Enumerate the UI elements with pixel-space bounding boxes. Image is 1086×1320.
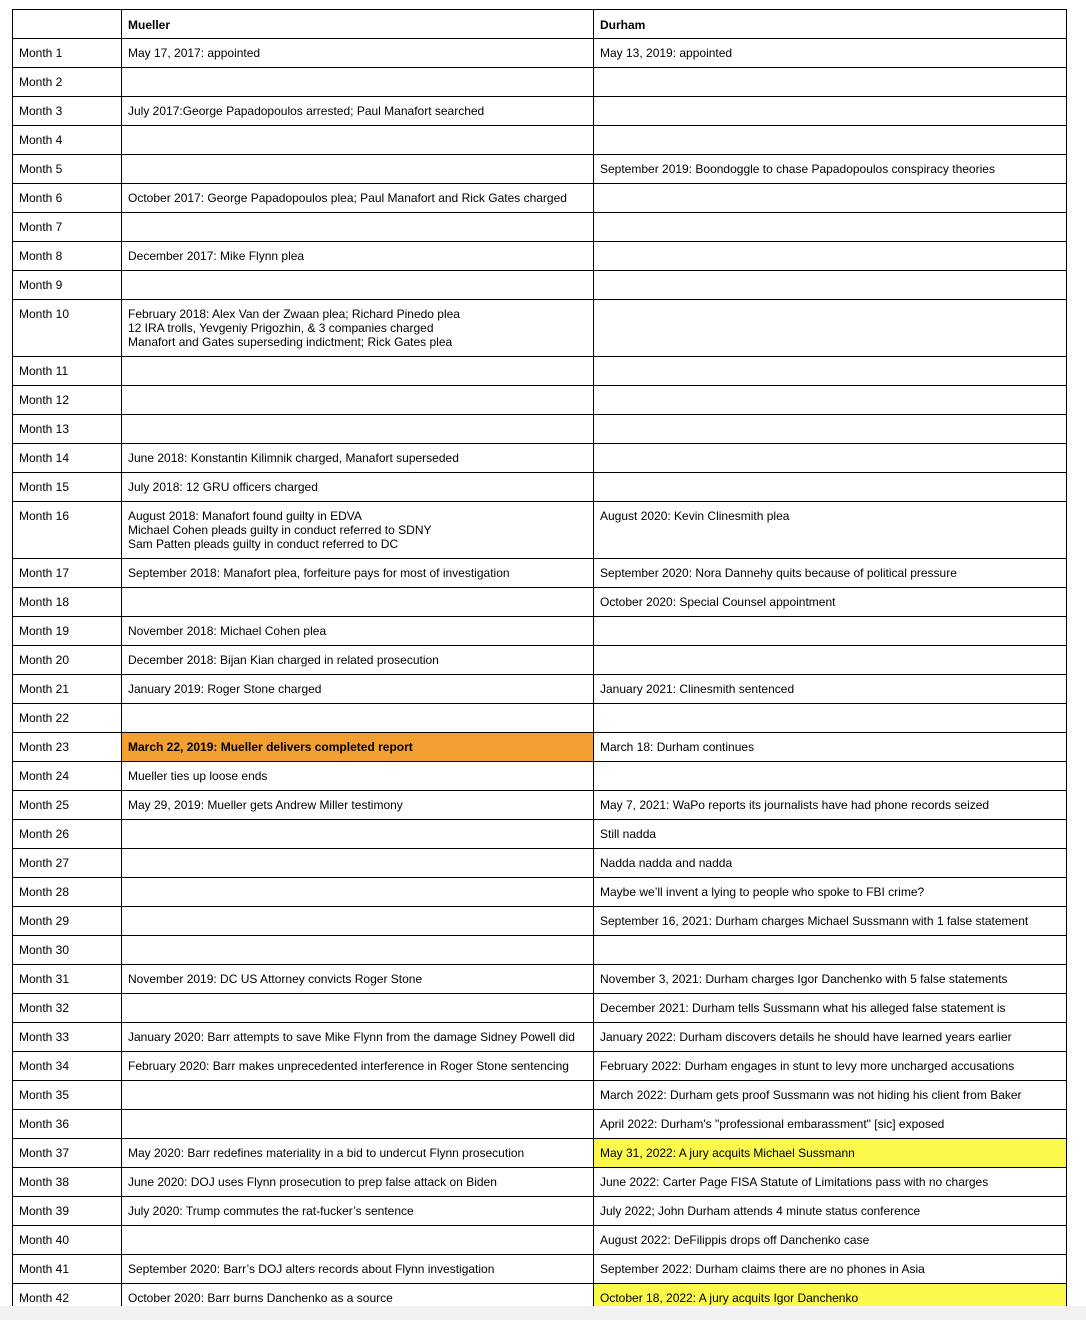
durham-cell[interactable]: September 2019: Boondoggle to chase Papadopoulos conspiracy theories: [594, 155, 1067, 184]
mueller-cell[interactable]: [122, 907, 594, 936]
table-row: [13, 1255, 1067, 1284]
durham-cell[interactable]: May 7, 2021: WaPo reports its journalists have had phone records seized: [594, 791, 1067, 820]
table-row: [13, 126, 1067, 155]
table-row: [13, 39, 1067, 68]
month-cell[interactable]: Month 33: [13, 1023, 122, 1052]
month-cell[interactable]: Month 40: [13, 1226, 122, 1255]
header-durham-cell[interactable]: Durham: [594, 10, 1067, 39]
table-row: [13, 791, 1067, 820]
durham-cell[interactable]: [594, 762, 1067, 791]
durham-cell[interactable]: [594, 386, 1067, 415]
table-row: [13, 617, 1067, 646]
durham-cell[interactable]: September 16, 2021: Durham charges Michael Sussmann with 1 false statement: [594, 907, 1067, 936]
mueller-cell[interactable]: November 2018: Michael Cohen plea: [122, 617, 594, 646]
mueller-cell[interactable]: [122, 1081, 594, 1110]
month-cell[interactable]: Month 41: [13, 1255, 122, 1284]
mueller-cell[interactable]: March 22, 2019: Mueller delivers completed report: [122, 733, 594, 762]
timeline-rows: [13, 39, 1067, 1313]
mueller-cell[interactable]: July 2020: Trump commutes the rat-fucker’s sentence: [122, 1197, 594, 1226]
table-row: [13, 820, 1067, 849]
mueller-cell[interactable]: October 2017: George Papadopoulos plea; Paul Manafort and Rick Gates charged: [122, 184, 594, 213]
durham-cell[interactable]: Nadda nadda and nadda: [594, 849, 1067, 878]
table-row: [13, 271, 1067, 300]
month-cell[interactable]: Month 30: [13, 936, 122, 965]
durham-cell[interactable]: February 2022: Durham engages in stunt to levy more uncharged accusations: [594, 1052, 1067, 1081]
month-cell[interactable]: Month 39: [13, 1197, 122, 1226]
month-cell[interactable]: Month 22: [13, 704, 122, 733]
mueller-cell[interactable]: June 2020: DOJ uses Flynn prosecution to prep false attack on Biden: [122, 1168, 594, 1197]
table-row: [13, 213, 1067, 242]
mueller-cell[interactable]: September 2020: Barr’s DOJ alters records about Flynn investigation: [122, 1255, 594, 1284]
durham-cell[interactable]: [594, 473, 1067, 502]
month-cell[interactable]: Month 20: [13, 646, 122, 675]
durham-cell[interactable]: January 2021: Clinesmith sentenced: [594, 675, 1067, 704]
month-cell[interactable]: Month 29: [13, 907, 122, 936]
month-cell[interactable]: Month 37: [13, 1139, 122, 1168]
table-row: [13, 300, 1067, 357]
bottom-scroll-area: [0, 1306, 1086, 1320]
month-cell[interactable]: Month 16: [13, 502, 122, 559]
durham-cell[interactable]: June 2022: Carter Page FISA Statute of Limitations pass with no charges: [594, 1168, 1067, 1197]
table-row: [13, 415, 1067, 444]
durham-cell[interactable]: [594, 646, 1067, 675]
mueller-cell[interactable]: [122, 820, 594, 849]
durham-cell[interactable]: September 2020: Nora Dannehy quits because of political pressure: [594, 559, 1067, 588]
mueller-cell[interactable]: January 2020: Barr attempts to save Mike Flynn from the damage Sidney Powell did: [122, 1023, 594, 1052]
table-row: [13, 762, 1067, 791]
month-cell[interactable]: Month 15: [13, 473, 122, 502]
table-row: [13, 994, 1067, 1023]
mueller-cell[interactable]: June 2018: Konstantin Kilimnik charged, Manafort superseded: [122, 444, 594, 473]
durham-cell[interactable]: [594, 357, 1067, 386]
table-row: [13, 1168, 1067, 1197]
table-row: [13, 357, 1067, 386]
header-month-cell[interactable]: [13, 10, 122, 39]
table-row: [13, 965, 1067, 994]
month-cell[interactable]: Month 21: [13, 675, 122, 704]
table-row: [13, 1023, 1067, 1052]
durham-cell[interactable]: December 2021: Durham tells Sussmann what his alleged false statement is: [594, 994, 1067, 1023]
table-row: [13, 907, 1067, 936]
mueller-cell[interactable]: [122, 271, 594, 300]
header-row: [13, 10, 1067, 39]
month-cell[interactable]: Month 31: [13, 965, 122, 994]
table-row: [13, 1139, 1067, 1168]
month-cell[interactable]: Month 4: [13, 126, 122, 155]
table-row: [13, 1226, 1067, 1255]
mueller-cell[interactable]: [122, 936, 594, 965]
mueller-cell[interactable]: [122, 415, 594, 444]
month-cell[interactable]: Month 10: [13, 300, 122, 357]
mueller-cell[interactable]: [122, 588, 594, 617]
header-mueller-cell[interactable]: Mueller: [122, 10, 594, 39]
month-cell[interactable]: Month 19: [13, 617, 122, 646]
mueller-cell[interactable]: September 2018: Manafort plea, forfeiture pays for most of investigation: [122, 559, 594, 588]
durham-cell[interactable]: [594, 68, 1067, 97]
month-cell[interactable]: Month 32: [13, 994, 122, 1023]
mueller-cell[interactable]: December 2017: Mike Flynn plea: [122, 242, 594, 271]
table-row: [13, 1110, 1067, 1139]
mueller-cell[interactable]: [122, 386, 594, 415]
mueller-cell[interactable]: February 2018: Alex Van der Zwaan plea; Richard Pinedo plea 12 IRA trolls, Yevgeniy Prigozhin, & 3 companies charged Manafort and Gates superseding indictment; Rick Gates plea: [122, 300, 594, 357]
mueller-cell[interactable]: [122, 357, 594, 386]
table-row: [13, 675, 1067, 704]
mueller-cell[interactable]: [122, 994, 594, 1023]
mueller-cell[interactable]: [122, 155, 594, 184]
durham-cell[interactable]: August 2020: Kevin Clinesmith plea: [594, 502, 1067, 559]
table-row: [13, 646, 1067, 675]
durham-cell[interactable]: [594, 213, 1067, 242]
durham-cell[interactable]: October 2020: Special Counsel appointment: [594, 588, 1067, 617]
table-row: [13, 936, 1067, 965]
month-cell[interactable]: Month 13: [13, 415, 122, 444]
durham-cell[interactable]: [594, 617, 1067, 646]
mueller-cell[interactable]: October 2020: Barr burns Danchenko as a source: [122, 1284, 594, 1313]
mueller-cell[interactable]: [122, 1110, 594, 1139]
month-cell[interactable]: Month 1: [13, 39, 122, 68]
month-cell[interactable]: Month 34: [13, 1052, 122, 1081]
table-row: [13, 588, 1067, 617]
month-cell[interactable]: Month 7: [13, 213, 122, 242]
durham-cell[interactable]: [594, 704, 1067, 733]
month-cell[interactable]: Month 28: [13, 878, 122, 907]
durham-cell[interactable]: January 2022: Durham discovers details he should have learned years earlier: [594, 1023, 1067, 1052]
month-cell[interactable]: Month 9: [13, 271, 122, 300]
mueller-cell[interactable]: [122, 704, 594, 733]
mueller-cell[interactable]: [122, 126, 594, 155]
mueller-cell[interactable]: July 2018: 12 GRU officers charged: [122, 473, 594, 502]
mueller-cell[interactable]: May 29, 2019: Mueller gets Andrew Miller testimony: [122, 791, 594, 820]
month-cell[interactable]: Month 14: [13, 444, 122, 473]
month-cell[interactable]: Month 26: [13, 820, 122, 849]
durham-cell[interactable]: [594, 97, 1067, 126]
mueller-cell[interactable]: February 2020: Barr makes unprecedented interference in Roger Stone sentencing: [122, 1052, 594, 1081]
durham-cell[interactable]: Maybe we’ll invent a lying to people who spoke to FBI crime?: [594, 878, 1067, 907]
durham-cell[interactable]: September 2022: Durham claims there are no phones in Asia: [594, 1255, 1067, 1284]
durham-cell[interactable]: [594, 936, 1067, 965]
month-cell[interactable]: Month 8: [13, 242, 122, 271]
month-cell[interactable]: Month 12: [13, 386, 122, 415]
durham-cell[interactable]: Still nadda: [594, 820, 1067, 849]
table-row: [13, 184, 1067, 213]
mueller-cell[interactable]: May 17, 2017: appointed: [122, 39, 594, 68]
month-cell[interactable]: Month 3: [13, 97, 122, 126]
timeline-table: [12, 9, 1067, 1313]
durham-cell[interactable]: August 2022: DeFilippis drops off Danchenko case: [594, 1226, 1067, 1255]
month-cell[interactable]: Month 38: [13, 1168, 122, 1197]
table-row: [13, 502, 1067, 559]
month-cell[interactable]: Month 25: [13, 791, 122, 820]
mueller-cell[interactable]: [122, 849, 594, 878]
durham-cell[interactable]: April 2022: Durham's "professional embarassment" [sic] exposed: [594, 1110, 1067, 1139]
table-row: [13, 878, 1067, 907]
durham-cell[interactable]: [594, 300, 1067, 357]
table-row: [13, 473, 1067, 502]
durham-cell[interactable]: [594, 126, 1067, 155]
table-row: [13, 704, 1067, 733]
mueller-cell[interactable]: [122, 68, 594, 97]
mueller-cell[interactable]: July 2017:George Papadopoulos arrested; Paul Manafort searched: [122, 97, 594, 126]
month-cell[interactable]: Month 35: [13, 1081, 122, 1110]
table-row: [13, 97, 1067, 126]
durham-cell[interactable]: May 31, 2022: A jury acquits Michael Sussmann: [594, 1139, 1067, 1168]
durham-cell[interactable]: [594, 184, 1067, 213]
durham-cell[interactable]: March 2022: Durham gets proof Sussmann was not hiding his client from Baker: [594, 1081, 1067, 1110]
durham-cell[interactable]: [594, 415, 1067, 444]
table-row: [13, 68, 1067, 97]
table-row: [13, 849, 1067, 878]
mueller-cell[interactable]: May 2020: Barr redefines materiality in a bid to undercut Flynn prosecution: [122, 1139, 594, 1168]
month-cell[interactable]: Month 24: [13, 762, 122, 791]
table-row: [13, 733, 1067, 762]
table-row: [13, 1197, 1067, 1226]
table-row: [13, 444, 1067, 473]
month-cell[interactable]: Month 18: [13, 588, 122, 617]
table-row: [13, 155, 1067, 184]
table-row: [13, 1052, 1067, 1081]
mueller-cell[interactable]: December 2018: Bijan Kian charged in related prosecution: [122, 646, 594, 675]
month-cell[interactable]: Month 5: [13, 155, 122, 184]
month-cell[interactable]: Month 6: [13, 184, 122, 213]
month-cell[interactable]: Month 36: [13, 1110, 122, 1139]
durham-cell[interactable]: March 18: Durham continues: [594, 733, 1067, 762]
table-row: [13, 242, 1067, 271]
month-cell[interactable]: Month 27: [13, 849, 122, 878]
durham-cell[interactable]: [594, 271, 1067, 300]
durham-cell[interactable]: November 3, 2021: Durham charges Igor Danchenko with 5 false statements: [594, 965, 1067, 994]
durham-cell[interactable]: May 13, 2019: appointed: [594, 39, 1067, 68]
mueller-cell[interactable]: November 2019: DC US Attorney convicts Roger Stone: [122, 965, 594, 994]
mueller-cell[interactable]: [122, 213, 594, 242]
mueller-cell[interactable]: [122, 878, 594, 907]
table-row: [13, 386, 1067, 415]
mueller-cell[interactable]: August 2018: Manafort found guilty in EDVA Michael Cohen pleads guilty in conduct referred to SDNY Sam Patten pleads guilty in conduct referred to DC: [122, 502, 594, 559]
table-row: [13, 1081, 1067, 1110]
mueller-cell[interactable]: Mueller ties up loose ends: [122, 762, 594, 791]
month-cell[interactable]: Month 23: [13, 733, 122, 762]
durham-cell[interactable]: October 18, 2022: A jury acquits Igor Danchenko: [594, 1284, 1067, 1313]
mueller-cell[interactable]: January 2019: Roger Stone charged: [122, 675, 594, 704]
month-cell[interactable]: Month 11: [13, 357, 122, 386]
table-row: [13, 559, 1067, 588]
month-cell[interactable]: Month 2: [13, 68, 122, 97]
month-cell[interactable]: Month 42: [13, 1284, 122, 1313]
durham-cell[interactable]: July 2022; John Durham attends 4 minute status conference: [594, 1197, 1067, 1226]
month-cell[interactable]: Month 17: [13, 559, 122, 588]
durham-cell[interactable]: [594, 242, 1067, 271]
mueller-cell[interactable]: [122, 1226, 594, 1255]
durham-cell[interactable]: [594, 444, 1067, 473]
